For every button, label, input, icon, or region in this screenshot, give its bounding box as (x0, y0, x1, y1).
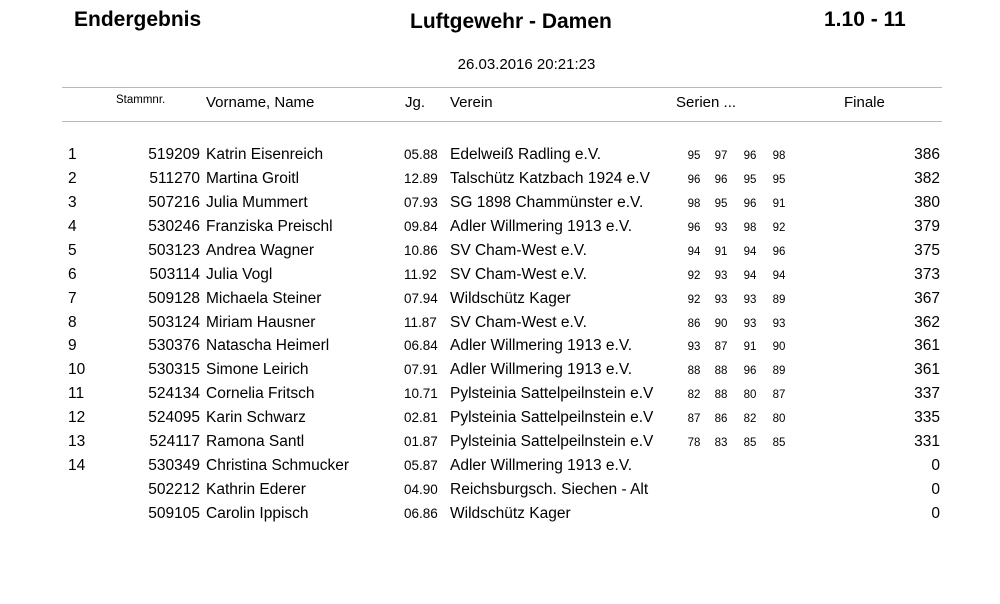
stammnr: 511270 (149, 169, 200, 187)
club: SV Cham-West e.V. (450, 313, 587, 331)
print-datetime: 26.03.2016 20:21:23 (457, 56, 596, 73)
stammnr: 530349 (148, 457, 200, 475)
club: Adler Willmering 1913 e.V. (450, 457, 633, 475)
series-score: 89 (772, 365, 786, 378)
series-score: 93 (714, 269, 728, 282)
series-score: 91 (714, 245, 728, 258)
stammnr: 530246 (148, 217, 200, 235)
series-score: 80 (772, 413, 786, 426)
shooter-name: Michaela Steiner (206, 289, 322, 307)
result-total: 362 (914, 313, 940, 331)
club: Talschütz Katzbach 1924 e.V (450, 169, 650, 187)
series-score: 93 (743, 317, 757, 330)
result-total: 382 (914, 169, 940, 187)
rank: 10 (68, 361, 86, 379)
rank: 7 (68, 289, 77, 307)
series-score: 91 (772, 197, 786, 210)
result-row (0, 384, 1000, 408)
birth-date: 10.86 (404, 242, 438, 258)
rank: 9 (68, 337, 77, 355)
series-score: 88 (714, 389, 728, 402)
series-score: 98 (687, 197, 701, 210)
series-score: 86 (714, 413, 728, 426)
birth-date: 01.87 (404, 434, 438, 450)
rank: 5 (68, 241, 77, 259)
result-row (0, 456, 1000, 480)
result-total: 373 (914, 265, 940, 283)
shooter-name: Miriam Hausner (206, 313, 316, 331)
series-score: 90 (772, 341, 786, 354)
result-row (0, 241, 1000, 265)
stammnr: 503123 (148, 241, 200, 259)
series-score: 96 (772, 245, 786, 258)
result-total: 361 (914, 337, 940, 355)
club: Pylsteinia Sattelpeilnstein e.V (450, 409, 654, 427)
club: Pylsteinia Sattelpeilnstein e.V (450, 433, 654, 451)
series-score: 85 (772, 437, 786, 450)
shooter-name: Ramona Santl (206, 433, 305, 451)
series-score: 95 (714, 197, 728, 210)
result-row (0, 504, 1000, 528)
shooter-name: Andrea Wagner (206, 241, 314, 259)
series-score: 90 (714, 317, 728, 330)
series-score: 96 (687, 173, 701, 186)
result-total: 335 (914, 409, 940, 427)
club: Wildschütz Kager (450, 289, 571, 307)
rank: 11 (68, 385, 85, 403)
result-row (0, 289, 1000, 313)
rank: 3 (68, 193, 77, 211)
series-score: 97 (714, 150, 728, 162)
series-score: 94 (743, 245, 757, 258)
series-score: 93 (714, 221, 728, 234)
series-score: 92 (687, 269, 701, 282)
series-score: 93 (714, 293, 728, 306)
club: Adler Willmering 1913 e.V. (450, 337, 633, 355)
series-score: 94 (743, 269, 757, 282)
rank: 8 (68, 313, 77, 331)
stammnr: 524134 (148, 385, 200, 403)
club: Reichsburgsch. Siechen - Alt (450, 481, 649, 499)
series-score: 82 (687, 389, 701, 402)
shooter-name: Cornelia Fritsch (206, 385, 315, 403)
result-row (0, 145, 1000, 169)
birth-date: 10.71 (404, 386, 438, 402)
competition-title: Luftgewehr - Damen (410, 10, 612, 33)
birth-date: 07.91 (404, 362, 438, 378)
shooter-name: Natascha Heimerl (206, 337, 330, 355)
stammnr: 524117 (149, 433, 200, 451)
club: Adler Willmering 1913 e.V. (450, 217, 633, 235)
header-bottom-rule (62, 121, 942, 122)
birth-date: 02.81 (404, 410, 438, 426)
series-score: 88 (714, 365, 728, 378)
series-score: 93 (743, 293, 757, 306)
stammnr: 519209 (148, 146, 200, 163)
result-total: 0 (931, 457, 940, 475)
stammnr: 502212 (148, 481, 200, 499)
result-total: 375 (914, 241, 940, 259)
result-total: 331 (914, 433, 940, 451)
result-row (0, 169, 1000, 193)
result-row (0, 432, 1000, 456)
result-row (0, 313, 1000, 337)
result-total: 379 (914, 217, 940, 235)
result-row (0, 360, 1000, 384)
shooter-name: Christina Schmucker (206, 457, 349, 475)
series-score: 96 (743, 150, 757, 162)
series-score: 96 (714, 173, 728, 186)
stammnr: 509105 (148, 504, 200, 522)
result-total: 361 (914, 361, 940, 379)
result-total: 380 (914, 193, 940, 211)
series-score: 87 (714, 341, 728, 354)
stammnr: 524095 (148, 409, 200, 427)
result-row (0, 480, 1000, 504)
rank: 13 (68, 433, 86, 451)
series-score: 87 (772, 389, 786, 402)
series-score: 88 (687, 365, 701, 378)
stammnr: 507216 (148, 193, 200, 211)
birth-date: 07.94 (404, 290, 438, 306)
series-score: 98 (772, 150, 786, 162)
club: SV Cham-West e.V. (450, 265, 587, 283)
stammnr: 530315 (148, 361, 200, 379)
col-header-jg: Jg. (405, 94, 426, 111)
document-title: Endergebnis (74, 8, 202, 31)
rank: 2 (68, 169, 77, 187)
birth-date: 09.84 (404, 218, 438, 234)
col-header-serien: Serien ... (676, 94, 737, 111)
stammnr: 509128 (148, 289, 200, 307)
series-score: 83 (714, 437, 728, 450)
shooter-name: Franziska Preischl (206, 217, 333, 235)
series-score: 93 (772, 317, 786, 330)
series-score: 86 (687, 317, 701, 330)
result-row (0, 217, 1000, 241)
birth-date: 07.93 (404, 194, 438, 210)
shooter-name: Kathrin Ederer (206, 481, 306, 499)
result-row (0, 408, 1000, 432)
series-score: 96 (743, 197, 757, 210)
rank: 12 (68, 409, 86, 427)
result-row (0, 193, 1000, 217)
birth-date: 05.88 (404, 147, 438, 162)
result-row (0, 336, 1000, 360)
result-total: 367 (914, 289, 940, 307)
series-score: 89 (772, 293, 786, 306)
shooter-name: Katrin Eisenreich (206, 146, 324, 163)
shooter-name: Simone Leirich (206, 361, 309, 379)
stammnr: 530376 (148, 337, 200, 355)
birth-date: 06.84 (404, 338, 438, 354)
club: Wildschütz Kager (450, 504, 571, 522)
result-total: 386 (914, 146, 940, 163)
col-header-finale: Finale (844, 94, 885, 111)
series-score: 82 (743, 413, 757, 426)
series-score: 94 (772, 269, 786, 282)
stammnr: 503124 (148, 313, 200, 331)
result-total: 337 (914, 385, 940, 403)
col-header-verein: Verein (450, 94, 493, 111)
series-score: 96 (743, 365, 757, 378)
series-score: 98 (743, 221, 757, 234)
competition-code: 1.10 - 11 (824, 8, 906, 31)
club: Edelweiß Radling e.V. (450, 146, 602, 163)
stammnr: 503114 (149, 265, 200, 283)
birth-date: 04.90 (404, 482, 438, 498)
header-top-rule (62, 87, 942, 88)
series-score: 96 (687, 221, 701, 234)
series-score: 92 (687, 293, 701, 306)
series-score: 94 (687, 245, 701, 258)
result-total: 0 (931, 504, 940, 522)
shooter-name: Julia Vogl (206, 265, 273, 283)
rank: 6 (68, 265, 77, 283)
series-score: 91 (743, 341, 757, 354)
shooter-name: Julia Mummert (206, 193, 308, 211)
club: Pylsteinia Sattelpeilnstein e.V (450, 385, 654, 403)
series-score: 92 (772, 221, 786, 234)
col-header-name: Vorname, Name (206, 94, 315, 111)
result-total: 0 (931, 481, 940, 499)
series-score: 87 (687, 413, 701, 426)
shooter-name: Martina Groitl (206, 169, 300, 187)
birth-date: 06.86 (404, 505, 438, 521)
rank: 14 (68, 457, 86, 475)
club: SV Cham-West e.V. (450, 241, 587, 259)
rank: 1 (68, 146, 77, 163)
series-score: 78 (687, 437, 701, 450)
series-score: 85 (743, 437, 757, 450)
birth-date: 12.89 (404, 170, 438, 186)
series-score: 93 (687, 341, 701, 354)
birth-date: 11.87 (404, 314, 437, 330)
shooter-name: Carolin Ippisch (206, 504, 309, 522)
series-score: 80 (743, 389, 757, 402)
result-row (0, 265, 1000, 289)
birth-date: 11.92 (404, 266, 437, 282)
series-score: 95 (772, 173, 786, 186)
birth-date: 05.87 (404, 458, 438, 474)
club: Adler Willmering 1913 e.V. (450, 361, 633, 379)
shooter-name: Karin Schwarz (206, 409, 306, 427)
club: SG 1898 Chammünster e.V. (450, 193, 644, 211)
series-score: 95 (687, 150, 701, 162)
rank: 4 (68, 217, 77, 235)
col-header-stammnr: Stammnr. (116, 94, 166, 106)
series-score: 95 (743, 173, 757, 186)
